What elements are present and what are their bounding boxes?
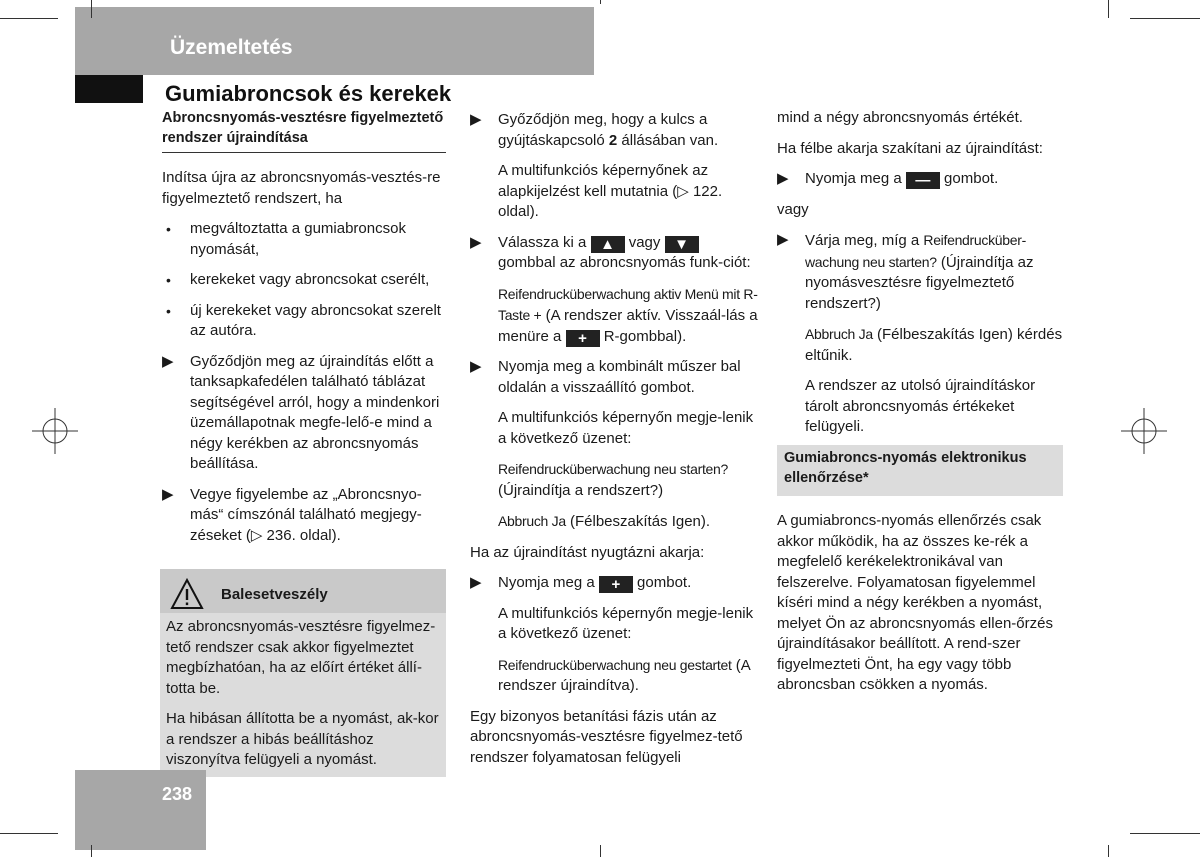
crop-mark [600, 0, 601, 4]
step-item: ▶ Nyomja meg a + gombot. [470, 574, 692, 593]
warning-paragraph: Az abroncsnyomás-vesztésre figyelmez-tető rendszer csak akkor figyelmeztet megbízhatóan, ha az előírt értéket állí-totta be. [166, 618, 436, 697]
step-item: ▶ Győződjön meg, hogy a kulcs a gyújtáskapcsoló 2 állásában van. [470, 111, 719, 149]
list-item: • új kerekeket vagy abroncsokat szerelt az autóra. [166, 301, 441, 339]
crop-mark [0, 18, 58, 19]
crop-mark [0, 833, 58, 834]
step-note: Reifendrucküberwachung aktiv Menü mit R-Taste + (A rendszer aktív. Visszaál-lás a menüre a + R-gombbal). [498, 285, 758, 347]
column-3-body [777, 511, 1067, 706]
crop-mark [91, 845, 92, 857]
page-title: Gumiabroncsok és kerekek [165, 81, 452, 106]
step-note: A multifunkciós képernyőn megje-lenik a következő üzenet: [498, 409, 754, 447]
step-note: A multifunkciós képernyőnek az alapkijelzést kell mutatnia (▷ 122. oldal). [498, 162, 723, 220]
body-text: mind a négy abroncsnyomás értékét. [777, 109, 1023, 126]
step-item: ▶ Vegye figyelembe az „Abroncsnyo-más“ címszónál található megjegy-zéseket (▷ 236. oldal). [162, 485, 422, 544]
body-text: A gumiabroncs-nyomás ellenőrzés csak akkor működik, ha az összes ke-rék a megfelelő kerékelektronikával van felszerelve. Folyamatosan figyelemmel kíséri mind a négy kerékben a nyomást, melyet Ön az abroncsnyomás ellen-őrzés újraindításakor beállított. A rend-szer figyelmezteti Önt, ha egy vagy több abroncsban csökken a nyomás. [777, 512, 1053, 693]
list-item: • kerekeket vagy abroncsokat cserélt, [166, 271, 430, 288]
step-item: ▶ Győződjön meg az újraindítás előtt a tanksapkafedélen található táblázat segítségével arról, hogy a mindenkori üzemállapotnak megfe-lelő-e mind a négy kerékben az abroncsnyomás beállítása. [162, 352, 440, 472]
down-key-icon: ▼ [665, 236, 699, 253]
body-text: Egy bizonyos betanítási fázis után az abroncsnyomás-vesztésre figyelmez-tető rendszer folyamatosan felügyeli [470, 707, 743, 766]
warning-title: Balesetveszély [221, 586, 328, 603]
step-note: Abbruch Ja (Félbeszakítás Igen) kérdés eltűnik. [805, 326, 1063, 364]
chapter-marker [75, 75, 143, 103]
up-key-icon: ▲ [591, 236, 625, 253]
step-item: ▶ Nyomja meg a — gombot. [777, 170, 999, 189]
section-title: Üzemeltetés [170, 36, 293, 59]
crop-mark [1108, 0, 1109, 18]
minus-key-icon: — [906, 172, 940, 189]
display-options: Abbruch Ja (Félbeszakítás Igen). [498, 513, 711, 530]
step-note: A rendszer az utolsó újraindításkor tárolt abroncsnyomás értékeket felügyeli. [805, 377, 1036, 435]
plus-key-icon: + [566, 330, 600, 347]
page-number-tab [75, 770, 206, 850]
column-1 [162, 168, 448, 556]
step-item: ▶ Várja meg, míg a Reifendrucküber-wachung neu starten? (Újraindítja az nyomásvesztésre figyelmeztető rendszert?) [777, 231, 1034, 312]
display-message: Reifendrucküberwachung neu starten? (Újraindítja a rendszert?) [498, 461, 728, 499]
confirm-text: Ha az újraindítást nyugtázni akarja: [470, 543, 705, 561]
warning-text [166, 617, 442, 781]
plus-key-icon: + [599, 576, 633, 593]
crop-mark [1130, 833, 1200, 834]
column-3 [777, 108, 1067, 448]
column-2 [470, 110, 760, 778]
crop-mark [1130, 18, 1200, 19]
page-number: 238 [162, 784, 193, 804]
crop-mark [91, 0, 92, 18]
display-message: Reifendrucküberwachung neu gestartet (A rendszer újraindítva). [498, 656, 750, 694]
or-text: vagy [777, 200, 809, 218]
subsection-title: Gumiabroncs-nyomás elektronikus ellenőrzése* [784, 450, 1027, 486]
step-note: A multifunkciós képernyőn megje-lenik a következő üzenet: [498, 604, 754, 642]
warning-triangle-icon [170, 578, 204, 610]
registration-mark-icon [1121, 408, 1167, 454]
crop-mark [1108, 845, 1109, 857]
warning-paragraph: Ha hibásan állította be a nyomást, ak-kor a rendszer a hibás beállításhoz viszonyítva felügyeli a nyomást. [166, 710, 439, 768]
step-item: ▶ Válassza ki a ▲ vagy ▼ gombbal az abroncsnyomás funk-ciót: [470, 233, 751, 271]
step-item: ▶ Nyomja meg a kombinált műszer bal oldalán a visszaállító gombot. [470, 358, 741, 396]
crop-mark [600, 845, 601, 857]
list-item: • megváltoztatta a gumiabroncsok nyomását, [166, 220, 406, 258]
subheading: Abroncsnyomás-vesztésre figyelmeztető rendszer újraindítása [162, 108, 446, 153]
registration-mark-icon [32, 408, 78, 454]
section-header-band [75, 7, 594, 75]
cancel-text: Ha félbe akarja szakítani az újraindítást: [777, 139, 1043, 157]
intro-text: Indítsa újra az abroncsnyomás-vesztés-re figyelmeztető rendszert, ha [162, 169, 441, 207]
